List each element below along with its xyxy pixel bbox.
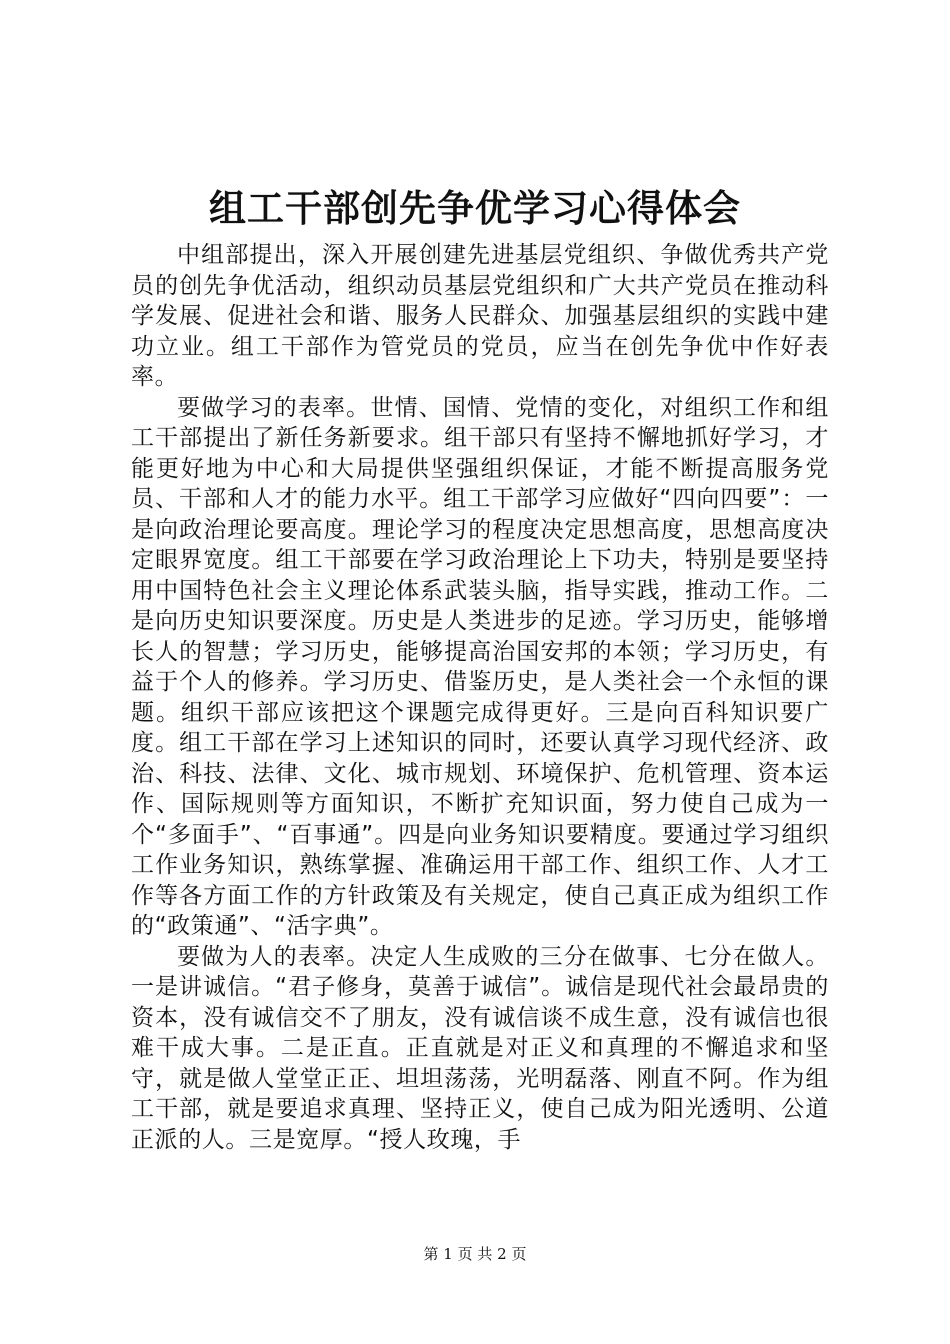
page-number-footer: 第 1 页 共 2 页 xyxy=(423,1245,527,1263)
paragraph-intro: 中组部提出，深入开展创建先进基层党组织、争做优秀共产党员的创先争优活动，组织动员基层党组织和广大共产党员在推动科学发展、促进社会和谐、服务人民群众、加强基层组织的实践中建功立业。组工干部作为管党员的党员，应当在创先争优中作好表率。 xyxy=(131,242,829,390)
paragraph-study-model: 要做学习的表率。世情、国情、党情的变化，对组织工作和组工干部提出了新任务新要求。组干部只有坚持不懈地抓好学习，才能更好地为中心和大局提供坚强组织保证，才能不断提高服务党员、干部和人才的能力水平。组工干部学习应做好“四向四要”：一是向政治理论要高度。理论学习的程度决定思想高度，思想高度决定眼界宽度。组工干部要在学习政治理论上下功夫，特别是要坚持用中国特色社会主义理论体系武装头脑，指导实践，推动工作。二是向历史知识要深度。历史是人类进步的足迹。学习历史，能够增长人的智慧；学习历史，能够提高治国安邦的本领；学习历史，有益于个人的修养。学习历史、借鉴历史，是人类社会一个永恒的课题。组织干部应该把这个课题完成得更好。三是向百科知识要广度。组工干部在学习上述知识的同时，还要认真学习现代经济、政治、科技、法律、文化、城市规划、环境保护、危机管理、资本运作、国际规则等方面知识，不断扩充知识面，努力使自己成为一个“多面手”、“百事通”。四是向业务知识要精度。要通过学习组织工作业务知识，熟练掌握、准确运用干部工作、组织工作、人才工作等各方面工作的方针政策及有关规定，使自己真正成为组织工作的“政策通”、“活字典”。 xyxy=(131,394,829,939)
paragraph-conduct-model: 要做为人的表率。决定人生成败的三分在做事、七分在做人。一是讲诚信。“君子修身，莫善于诚信”。诚信是现代社会最昂贵的资本，没有诚信交不了朋友，没有诚信谈不成生意，没有诚信也很难干成大事。二是正直。正直就是对正义和真理的不懈追求和坚守，就是做人堂堂正正、坦坦荡荡，光明磊落、刚直不阿。作为组工干部，就是要追求真理、坚持正义，使自己成为阳光透明、公道正派的人。三是宽厚。“授人玫瑰，手 xyxy=(131,943,829,1153)
document-title: 组工干部创先争优学习心得体会 xyxy=(209,186,741,230)
document-body xyxy=(131,240,829,1155)
